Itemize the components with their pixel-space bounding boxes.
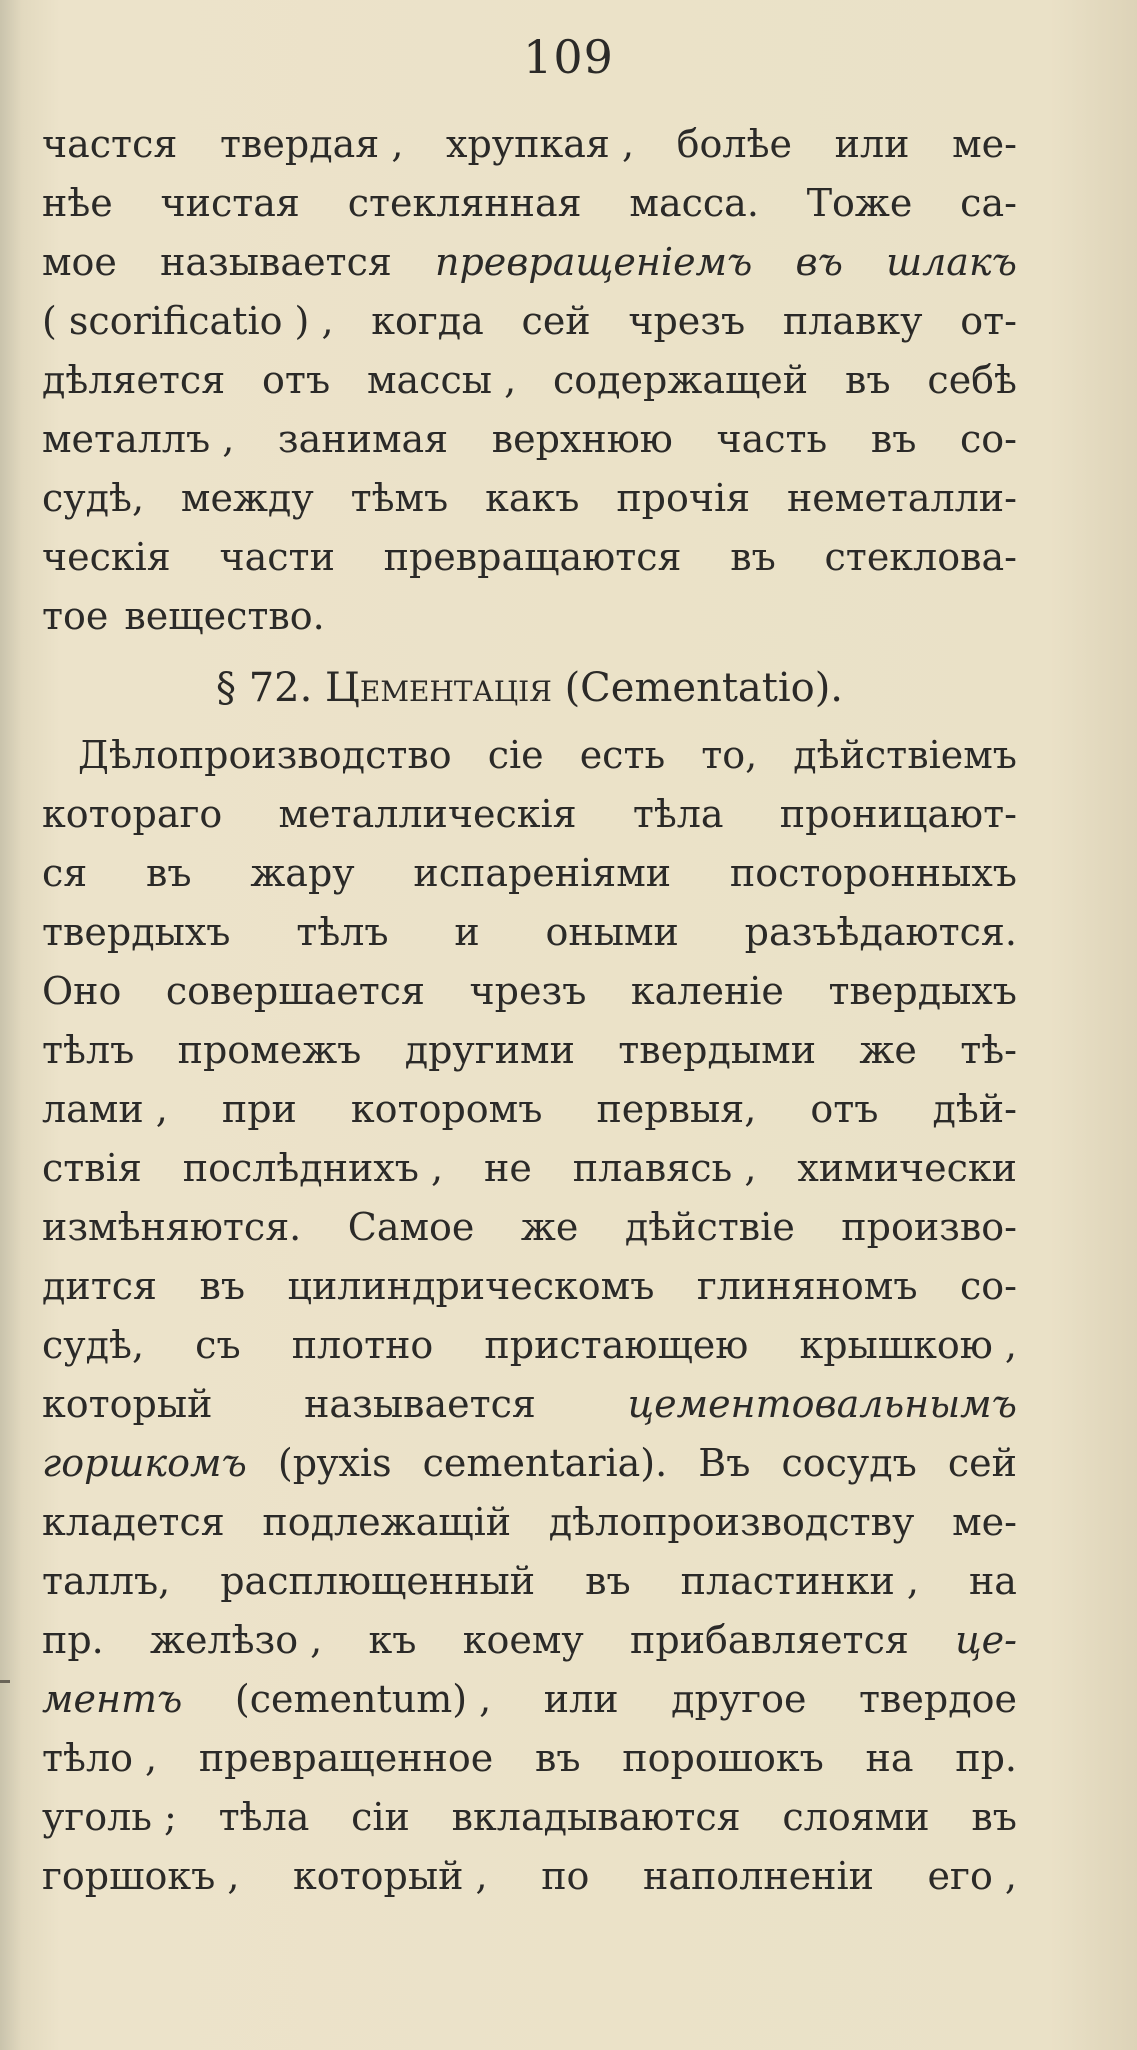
word: въ — [971, 1795, 1017, 1839]
word: испареніями — [413, 851, 672, 895]
word: въ — [870, 417, 917, 461]
word: тѣло , — [42, 1736, 158, 1780]
word: котораго — [42, 792, 223, 836]
word: ческія — [42, 535, 171, 579]
word: чрезъ — [469, 969, 587, 1013]
word: тѣла — [218, 1795, 310, 1839]
word: произво- — [841, 1205, 1017, 1249]
text-line — [42, 726, 1017, 785]
word: въ — [199, 1264, 246, 1308]
word: въ — [730, 535, 776, 579]
word: совершается — [165, 969, 426, 1013]
word: чрезъ — [628, 299, 746, 343]
word: ме- — [952, 122, 1017, 166]
word: проницают- — [779, 792, 1017, 836]
italic-term: въ — [795, 240, 843, 284]
text-line — [42, 174, 1017, 233]
text-line — [42, 528, 1017, 587]
word: превращаются — [383, 535, 682, 579]
word: къ — [368, 1618, 417, 1662]
word: неметалли- — [786, 476, 1017, 520]
word: или — [543, 1677, 619, 1721]
word: тѣлъ — [42, 1028, 135, 1072]
word: твердыми — [618, 1028, 817, 1072]
word: расплющенный — [220, 1559, 536, 1603]
word: нѣе — [42, 181, 113, 225]
word: то, — [701, 733, 758, 777]
word: дѣляется — [42, 358, 226, 402]
word: въ — [585, 1559, 631, 1603]
word: крышкою , — [799, 1323, 1017, 1367]
word: порошокъ — [622, 1736, 824, 1780]
word: болѣе — [676, 122, 792, 166]
text-line — [42, 1434, 1017, 1493]
text-line — [42, 1021, 1017, 1080]
word: металлическія — [278, 792, 577, 836]
word: желѣзо , — [150, 1618, 323, 1662]
word: наполненіи — [643, 1854, 874, 1898]
word: уголь ; — [42, 1795, 177, 1839]
word: сіе — [487, 733, 544, 777]
word: слоями — [782, 1795, 930, 1839]
word: другими — [404, 1028, 575, 1072]
word: пластинки , — [680, 1559, 919, 1603]
word: который — [42, 1382, 213, 1426]
word: когда — [371, 299, 484, 343]
text-line — [42, 1139, 1017, 1198]
word: ( scorificatio ) , — [42, 299, 334, 343]
word: тѣмъ — [350, 476, 449, 520]
word: Дѣлопроизводство — [78, 733, 452, 777]
word: прибавляется — [630, 1618, 909, 1662]
word: со- — [959, 1264, 1017, 1308]
word: пр. — [42, 1618, 104, 1662]
text-line — [42, 410, 1017, 469]
word: послѣднихъ , — [182, 1146, 444, 1190]
word: сей — [947, 1441, 1017, 1485]
word: другое — [671, 1677, 807, 1721]
word: горшокъ , — [42, 1854, 240, 1898]
text-line — [42, 844, 1017, 903]
word: хрупкая , — [446, 122, 635, 166]
text-line — [42, 785, 1017, 844]
word: тѣ- — [960, 1028, 1017, 1072]
word: цилиндрическомъ — [287, 1264, 655, 1308]
word: Тоже — [806, 181, 913, 225]
word: который , — [293, 1854, 488, 1898]
body-text — [42, 115, 1017, 1906]
word: по — [541, 1854, 590, 1898]
word: называется — [160, 240, 392, 284]
word: твердое — [858, 1677, 1017, 1721]
word: вкладываются — [451, 1795, 741, 1839]
italic-term: превращеніемъ — [434, 240, 753, 284]
word: подлежащій — [262, 1500, 512, 1544]
word: мое — [42, 240, 117, 284]
text-line — [42, 115, 1017, 174]
word: твердыхъ — [828, 969, 1017, 1013]
word: са- — [960, 181, 1017, 225]
section-number: § 72. — [215, 665, 313, 711]
word: судѣ, — [42, 1323, 145, 1367]
text-line — [42, 587, 1017, 646]
text-line — [42, 1670, 1017, 1729]
text-line — [42, 1080, 1017, 1139]
text-line — [42, 1493, 1017, 1552]
text-line — [42, 1198, 1017, 1257]
word: тѣла — [632, 792, 724, 836]
text-line — [42, 1375, 1017, 1434]
word: какъ — [485, 476, 580, 520]
word: промежъ — [177, 1028, 362, 1072]
word: кладется — [42, 1500, 225, 1544]
word: лами , — [42, 1087, 168, 1131]
word: плавясь , — [572, 1146, 757, 1190]
text-line — [42, 962, 1017, 1021]
word: ся — [42, 851, 88, 895]
word: судѣ, — [42, 476, 145, 520]
text-line — [42, 1729, 1017, 1788]
word: плавку — [782, 299, 923, 343]
word: (pyxis — [277, 1441, 392, 1485]
section-title: Цементація — [325, 665, 552, 711]
word: въ — [146, 851, 192, 895]
page-number: 109 — [523, 30, 614, 84]
word: на — [968, 1559, 1017, 1603]
word: дѣлопроизводству — [548, 1500, 915, 1544]
word: Оно — [42, 969, 122, 1013]
word: дѣйствіемъ — [793, 733, 1017, 777]
word: таллъ, — [42, 1559, 171, 1603]
text-line — [42, 1847, 1017, 1906]
word: Самое — [347, 1205, 475, 1249]
word: сіи — [351, 1795, 410, 1839]
text-line — [42, 1257, 1017, 1316]
word: химически — [797, 1146, 1017, 1190]
word: которомъ — [350, 1087, 543, 1131]
word: сосудъ — [781, 1441, 917, 1485]
word: же — [520, 1205, 579, 1249]
word: дѣй- — [932, 1087, 1017, 1131]
word: измѣняются. — [42, 1205, 302, 1249]
word: занимая — [277, 417, 449, 461]
word: со- — [959, 417, 1017, 461]
word: называется — [304, 1382, 536, 1426]
word: (cementum) , — [234, 1677, 492, 1721]
text-line — [42, 351, 1017, 410]
text-line — [42, 469, 1017, 528]
word: отъ — [810, 1087, 879, 1131]
word: массы , — [366, 358, 517, 402]
word: твердая , — [219, 122, 404, 166]
word: части — [219, 535, 335, 579]
word: оными — [545, 910, 679, 954]
word: cementaria). — [422, 1441, 668, 1485]
word: между — [180, 476, 314, 520]
word: же — [859, 1028, 917, 1072]
text-line — [42, 1316, 1017, 1375]
word: разъѣдаются. — [744, 910, 1017, 954]
word: въ — [844, 358, 891, 402]
word: прочія — [616, 476, 751, 520]
word: его , — [927, 1854, 1017, 1898]
word: глиняномъ — [696, 1264, 918, 1308]
word: жару — [250, 851, 355, 895]
word: есть — [579, 733, 666, 777]
word: коему — [462, 1618, 584, 1662]
word: и — [454, 910, 480, 954]
word: верхнюю — [491, 417, 673, 461]
word: себѣ — [927, 358, 1017, 402]
word: первыя, — [596, 1087, 757, 1131]
italic-term: шлакъ — [886, 240, 1017, 284]
word: посторонныхъ — [729, 851, 1017, 895]
text-line — [42, 233, 1017, 292]
word: Въ — [698, 1441, 751, 1485]
italic-term: це- — [955, 1618, 1017, 1662]
word: стеклова- — [824, 535, 1017, 579]
word: дѣйствіе — [624, 1205, 795, 1249]
word: масса. — [629, 181, 759, 225]
italic-term: цементовальнымъ — [627, 1382, 1017, 1426]
word: при — [221, 1087, 297, 1131]
word: пр. — [955, 1736, 1017, 1780]
word: превращенное — [198, 1736, 494, 1780]
word: не — [484, 1146, 532, 1190]
word: пристающею — [484, 1323, 749, 1367]
word: или — [834, 122, 910, 166]
word: металлъ , — [42, 417, 235, 461]
word: ствія — [42, 1146, 142, 1190]
section-heading — [42, 646, 1017, 726]
word: на — [865, 1736, 914, 1780]
text-line — [42, 1611, 1017, 1670]
word: содержащей — [553, 358, 809, 402]
word: съ — [195, 1323, 241, 1367]
word: часть — [716, 417, 828, 461]
text-line — [42, 292, 1017, 351]
section-latin-title: (Cementatio). — [564, 665, 844, 711]
word: плотно — [291, 1323, 434, 1367]
italic-term: горшкомъ — [42, 1441, 247, 1485]
word: сей — [521, 299, 591, 343]
text-line — [42, 1788, 1017, 1847]
word: отъ — [262, 358, 331, 402]
margin-mark — [0, 1680, 10, 1683]
word: частся — [42, 122, 178, 166]
word: дится — [42, 1264, 158, 1308]
word: вещество. — [124, 594, 325, 638]
word: каленіе — [630, 969, 784, 1013]
text-line — [42, 903, 1017, 962]
word: чистая — [160, 181, 300, 225]
word: ме- — [952, 1500, 1017, 1544]
word: от- — [960, 299, 1017, 343]
word: тое — [42, 594, 109, 638]
word: въ — [534, 1736, 581, 1780]
text-line — [42, 1552, 1017, 1611]
word: тѣлъ — [296, 910, 389, 954]
italic-term: ментъ — [42, 1677, 183, 1721]
word: твердыхъ — [42, 910, 231, 954]
word: стеклянная — [347, 181, 582, 225]
